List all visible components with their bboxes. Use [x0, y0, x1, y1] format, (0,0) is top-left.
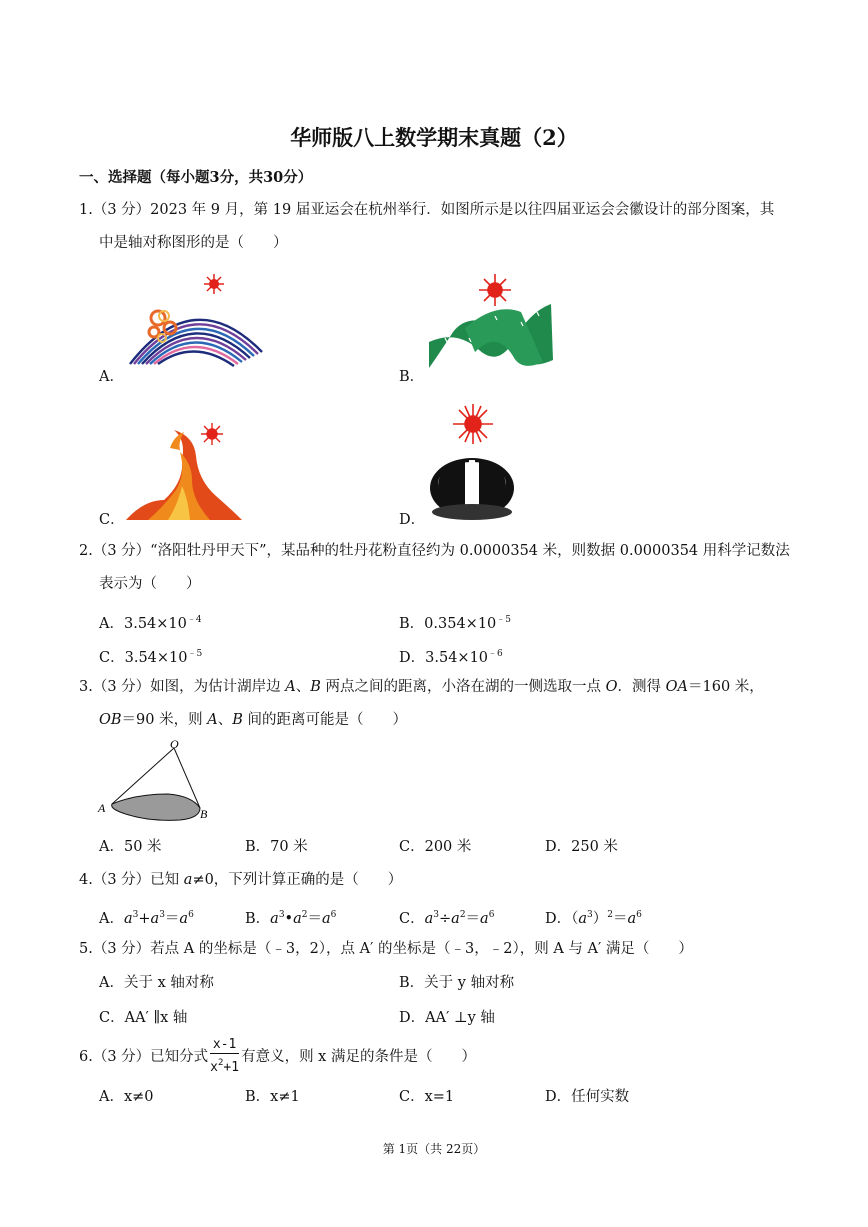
q6-option-d: D．任何实数: [545, 1089, 630, 1105]
q2-option-a: A．$3.54\times 10^{﹣4}$: [99, 615, 202, 632]
q4-option-c: C．$a^3\div a^2=a^6$: [399, 910, 495, 927]
q2-option-c: C．$3.54\times 10^{﹣5}$: [99, 649, 203, 666]
q2-option-d: D．$3.54\times 10^{﹣6}$: [399, 649, 503, 666]
q3-point-b-label: B: [200, 807, 208, 821]
q5-stem: 5.（3 分）若点 A 的坐标是（﹣3，2），点 A′ 的坐标是（﹣3，﹣2），则 A 与 A′ 满足（ ）: [79, 941, 693, 957]
q4-stem: 4.（3 分）已知 a≠0，下列计算正确的是（ ）: [79, 872, 403, 888]
q5-option-b: B．关于 y 轴对称: [399, 975, 515, 991]
emblem-b-green-x-icon: [425, 272, 555, 382]
emblem-d-black-icon: [425, 400, 520, 525]
q1-option-c-label: C．: [99, 512, 125, 528]
q2-stem-line2: 表示为（ ）: [99, 576, 201, 592]
q1-stem-line1: 1.（3 分）2023 年 9 月，第 19 届亚运会在杭州举行．如图所示是以往四届亚运会会徽设计的部分图案，其: [79, 202, 775, 218]
q5-option-a: A．关于 x 轴对称: [99, 975, 214, 991]
q3-point-a-label: A: [98, 801, 106, 815]
q3-point-o-label: O: [170, 737, 179, 751]
q2-option-b: B．$0.354\times 10^{﹣5}$: [399, 615, 512, 632]
q4-option-d: D．$(a^3)^2=a^6$: [545, 910, 642, 927]
q6-fraction: $\frac{x-1}{x^2+1}$: [210, 1037, 240, 1075]
q1-option-b-label: B．: [399, 369, 425, 385]
q3-stem-line1: 3.（3 分）如图，为估计湖岸边 A、B 两点之间的距离，小洛在湖的一侧选取一点 O．测得 OA＝160 米，: [79, 679, 764, 695]
q3-lake-diagram: [96, 738, 216, 823]
q6-option-b: B．x≠1: [245, 1089, 300, 1105]
q3-option-b: B．70 米: [245, 839, 308, 855]
emblem-c-flame-icon: [124, 420, 249, 525]
q5-option-c: C．AA′ ∥x 轴: [99, 1010, 188, 1026]
section-heading: 一、选择题（每小题3分，共30分）: [79, 169, 313, 186]
q1-option-d-label: D．: [399, 512, 426, 528]
emblem-a-rainbow-icon: [124, 272, 269, 382]
q3-option-c: C．200 米: [399, 839, 472, 855]
q6-stem: 6.（3 分）已知分式 $\frac{x-1}{x^2+1}$ 有意义，则 x 满足的条件是（ ）: [79, 1037, 476, 1075]
q3-option-d: D．250 米: [545, 839, 618, 855]
q2-stem-line1: 2.（3 分）“洛阳牡丹甲天下”，某品种的牡丹花粉直径约为 0.0000354 米，则数据 0.0000354 用科学记数法: [79, 543, 790, 559]
q6-option-c: C．x=1: [399, 1089, 455, 1105]
q3-stem-line2: OB＝90 米，则 A、B 间的距离可能是（ ）: [99, 712, 407, 728]
q1-stem-line2: 中是轴对称图形的是（ ）: [99, 235, 288, 251]
q4-option-a: A．$a^3+a^3=a^6$: [99, 910, 194, 927]
page-footer: 第 1页（共 22页）: [382, 1142, 486, 1156]
q5-option-d: D．AA′ ⊥y 轴: [399, 1010, 495, 1026]
q4-option-b: B．$a^3•a^2=a^6$: [245, 910, 337, 927]
q3-option-a: A．50 米: [99, 839, 162, 855]
q1-option-a-label: A．: [99, 369, 124, 385]
page-title: 华师版八上数学期末真题（2）: [290, 125, 578, 150]
q6-option-a: A．x≠0: [99, 1089, 154, 1105]
